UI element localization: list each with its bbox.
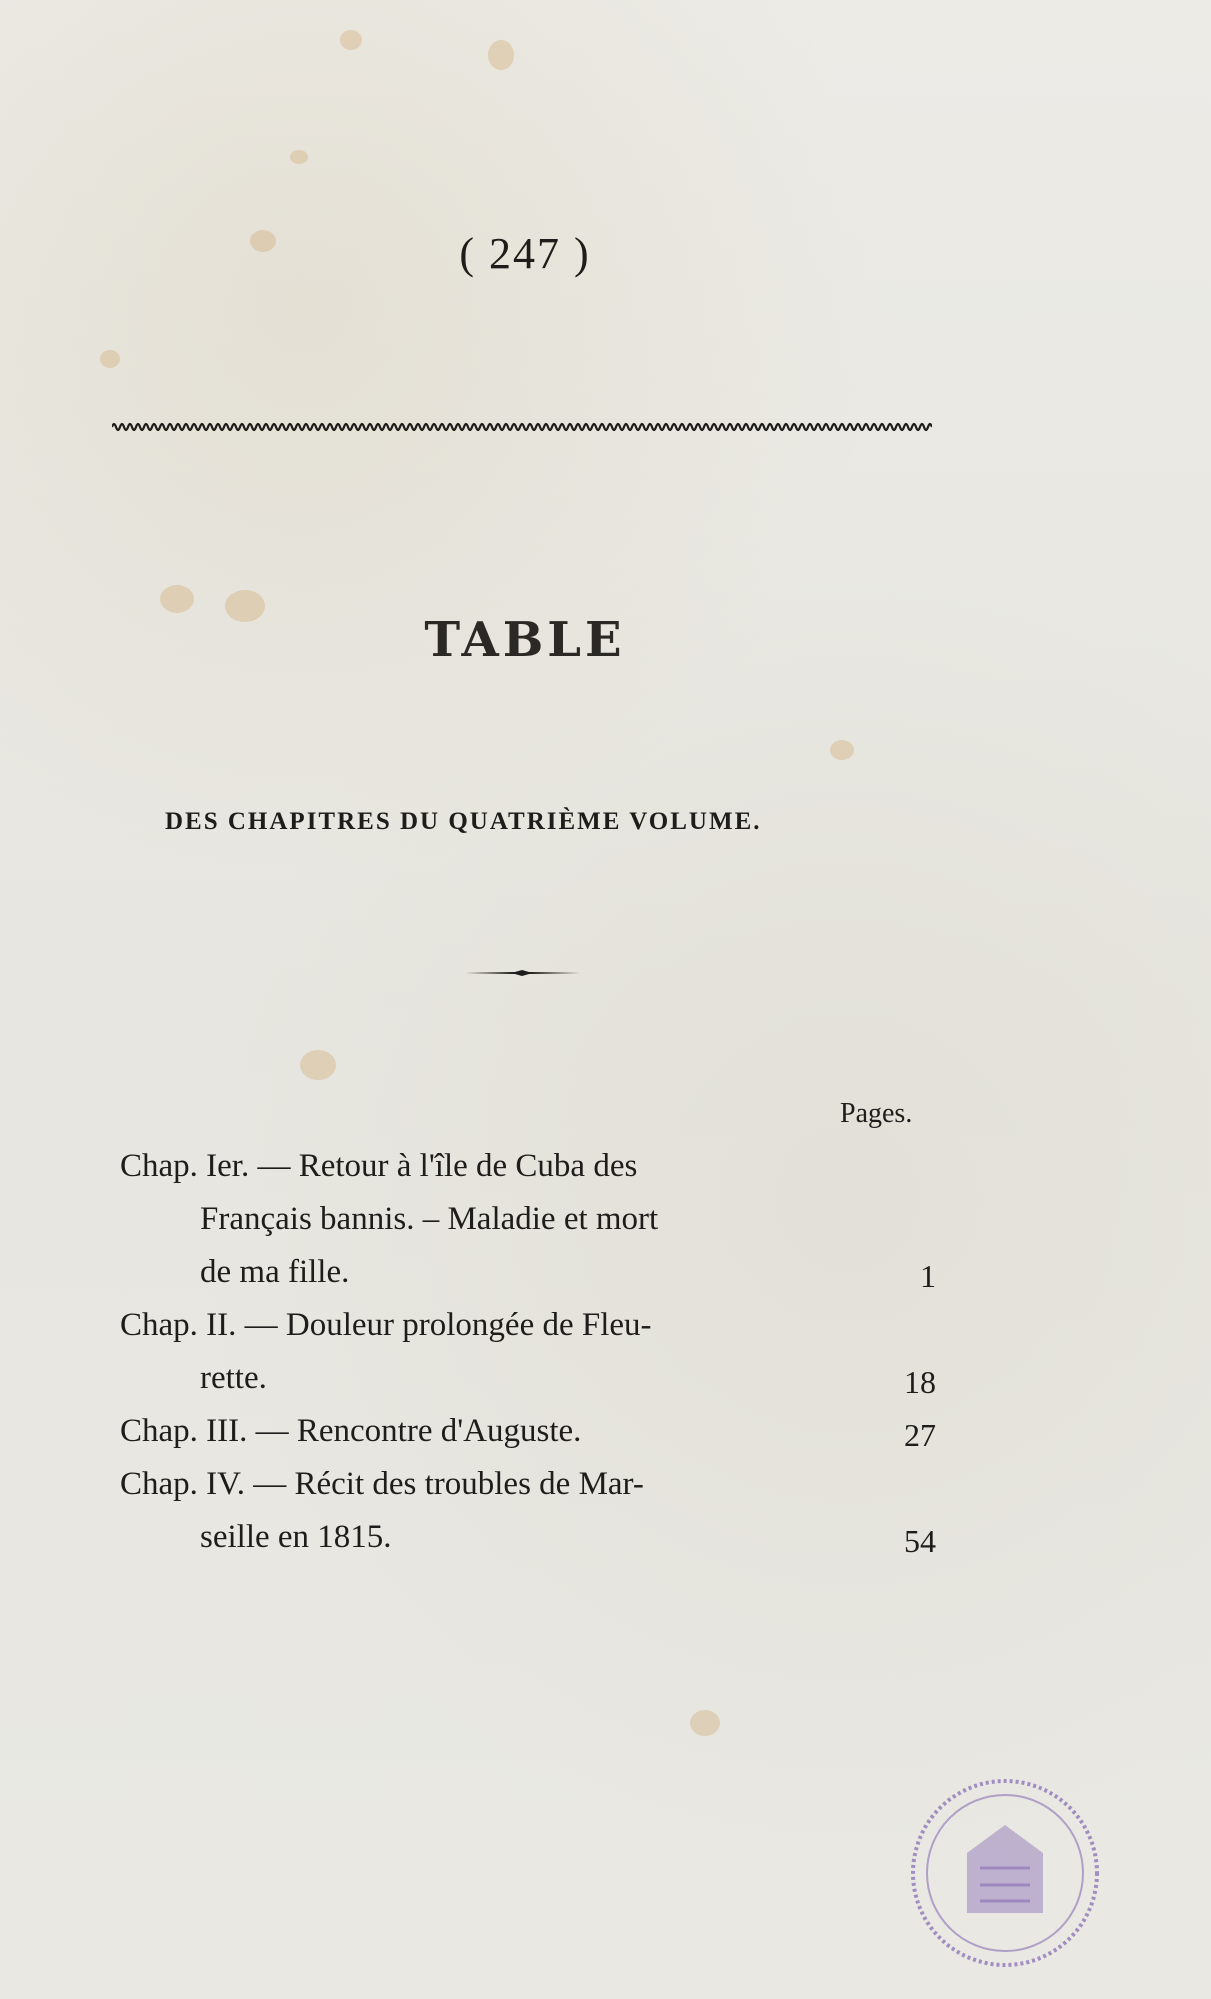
toc-line [120,1511,950,1564]
toc-line [120,1405,950,1458]
toc-entry-chap-4 [120,1458,950,1564]
toc-line [120,1458,950,1511]
page-number: ( 247 ) [459,229,591,278]
toc-entry-text: Chap. Ier. — Retour à l'île de Cuba des [120,1148,638,1184]
toc-entry-text: de ma fille. [200,1254,350,1290]
foxing-spot [340,30,362,50]
toc-page-number: 27 [904,1417,936,1453]
toc-entry-text: Chap. III. — Rencontre d'Auguste. [120,1413,582,1449]
toc-entry-text: Français bannis. – Maladie et mort [200,1201,659,1237]
small-divider-rule [465,968,580,978]
toc-page-number: 1 [920,1258,936,1294]
ornamental-rule [112,420,932,434]
foxing-spot [160,585,194,613]
toc-entry-text: seille en 1815. [200,1519,392,1555]
foxing-spot [690,1710,720,1736]
toc-entry-text: Chap. II. — Douleur prolongée de Fleu- [120,1307,652,1343]
foxing-spot [300,1050,336,1080]
toc-entry-chap-3 [120,1405,950,1458]
toc-line [120,1299,950,1352]
foxing-spot [290,150,308,164]
foxing-spot [100,350,120,368]
toc-entry-text: rette. [200,1360,267,1396]
toc-line [120,1246,950,1299]
foxing-spot [830,740,854,760]
toc-page-number: 54 [904,1523,936,1559]
toc-entry-chap-1 [120,1140,950,1299]
toc-line [120,1140,950,1193]
table-of-contents [120,1140,950,1564]
table-subtitle: DES CHAPITRES DU QUATRIÈME VOLUME. [165,808,762,835]
toc-page-number: 18 [904,1364,936,1400]
pages-column-heading: Pages. [840,1098,913,1129]
toc-entry-text: Chap. IV. — Récit des troubles de Mar- [120,1466,644,1502]
toc-entry-chap-2 [120,1299,950,1405]
library-stamp-icon [905,1773,1105,1973]
toc-line [120,1352,950,1405]
table-title: TABLE [424,612,626,668]
foxing-spot [488,40,514,70]
toc-line [120,1193,950,1246]
